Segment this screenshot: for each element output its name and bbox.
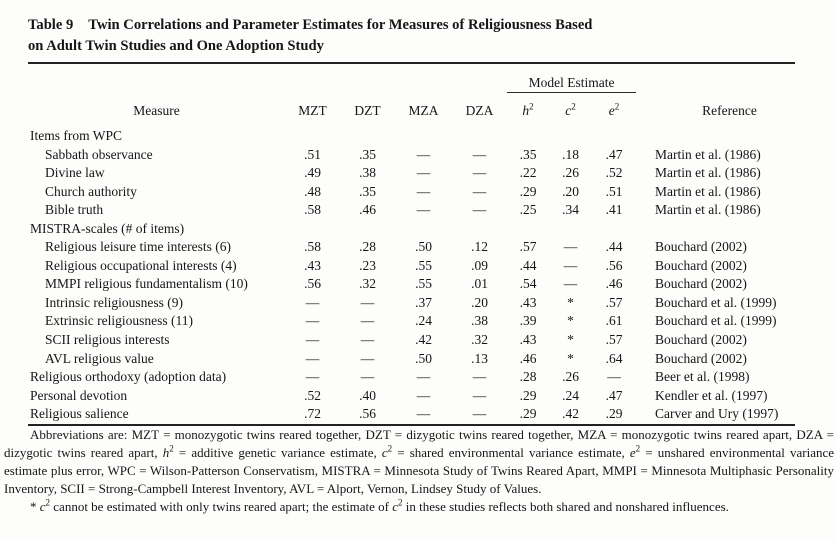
table-row — [28, 201, 795, 220]
measure-cell: Extrinsic religiousness (11) — [45, 313, 193, 329]
value-cell — [340, 126, 395, 146]
value-cell: .58 — [304, 202, 321, 218]
value-cell: .26 — [562, 369, 579, 385]
value-cell: .34 — [562, 202, 579, 218]
reference-cell: Carver and Ury (1997) — [655, 406, 779, 422]
footnote-text-segment: * — [30, 499, 40, 514]
value-cell: .28 — [519, 369, 537, 385]
reference-cell: Bouchard (2002) — [655, 350, 747, 366]
value-cell: — — [360, 369, 375, 385]
table-row — [28, 387, 795, 406]
value-cell: .22 — [519, 165, 537, 181]
value-cell: .35 — [359, 146, 376, 162]
value-cell: — — [305, 369, 320, 385]
value-cell: — — [305, 313, 320, 329]
value-cell: .55 — [415, 257, 432, 273]
value-cell: .55 — [415, 276, 432, 292]
value-cell: — — [472, 369, 487, 385]
reference-cell: Bouchard (2002) — [655, 257, 747, 273]
value-cell: .47 — [605, 146, 623, 162]
reference-cell: Martin et al. (1986) — [655, 146, 761, 162]
table-body — [28, 126, 795, 425]
value-cell: — — [563, 257, 578, 273]
footnote-text-segment: c — [39, 499, 46, 514]
value-cell: .44 — [605, 239, 623, 255]
value-cell: .41 — [605, 202, 623, 218]
column-header-h2 — [507, 93, 549, 126]
value-cell: .25 — [519, 202, 537, 218]
value-cell: .48 — [304, 183, 321, 199]
value-cell: — — [563, 276, 578, 292]
value-cell: .39 — [519, 313, 537, 329]
column-header-mza: MZA — [395, 93, 452, 126]
value-cell: — — [416, 406, 431, 422]
table-row — [28, 183, 795, 202]
footnote-text-segment: c — [392, 499, 399, 514]
reference-cell: Martin et al. (1986) — [655, 165, 761, 181]
value-cell: .40 — [359, 387, 376, 403]
measure-cell: Religious orthodoxy (adoption data) — [30, 369, 227, 385]
value-cell: .51 — [605, 183, 623, 199]
value-cell — [452, 220, 507, 239]
value-cell: .43 — [304, 257, 321, 273]
reference-cell: Martin et al. (1986) — [655, 202, 761, 218]
table-row — [28, 220, 795, 239]
value-cell: — — [305, 350, 320, 366]
value-cell: .23 — [359, 257, 376, 273]
value-cell: .52 — [605, 165, 623, 181]
value-cell: — — [472, 406, 487, 422]
reference-cell: Bouchard et al. (1999) — [655, 294, 777, 310]
reference-cell — [636, 126, 795, 146]
value-cell — [395, 126, 452, 146]
value-cell: .46 — [605, 276, 623, 292]
footnote-text-segment: = additive genetic variance estimate, — [173, 445, 382, 460]
column-header-e2 — [592, 93, 636, 126]
measure-cell: MMPI religious fundamentalism (10) — [45, 276, 248, 292]
value-cell: — — [563, 239, 578, 255]
value-cell — [549, 220, 592, 239]
footnote-text-segment: 2 — [387, 443, 393, 454]
value-cell: .20 — [471, 294, 488, 310]
value-cell: — — [472, 387, 487, 403]
footnote-text-segment: Abbreviations are: MZT = monozygotic twins reared together, DZT = dizygotic twins reared together, MZA = monozygotic twins reared apart, DZA = dizygotic twins reared apart, — [4, 427, 834, 460]
table-row — [28, 405, 795, 425]
value-cell — [592, 126, 636, 146]
table-row — [28, 257, 795, 276]
footnote-text-segment: cannot be estimated with only twins reared apart; the estimate of — [50, 499, 393, 514]
value-cell: .13 — [471, 350, 488, 366]
group-header-row — [28, 63, 795, 93]
value-cell: .56 — [605, 257, 623, 273]
table-row — [28, 331, 795, 350]
footnote-abbreviations — [4, 426, 834, 498]
value-cell: — — [416, 387, 431, 403]
value-cell: .29 — [519, 406, 537, 422]
value-cell: .24 — [562, 387, 579, 403]
value-cell: — — [472, 165, 487, 181]
value-cell: .42 — [415, 332, 432, 348]
reference-cell: Bouchard (2002) — [655, 276, 747, 292]
value-cell: — — [360, 294, 375, 310]
table-row — [28, 126, 795, 146]
reference-cell: Kendler et al. (1997) — [655, 387, 768, 403]
value-cell: .49 — [304, 165, 321, 181]
footnote-text-segment: = unshared environmental variance estimate plus error, WPC = Wilson-Patterson Conservatism, MISTRA = Minnesota Study of Twins Reared Apart, MMPI = Minnesota Multiphasic Personality Inventory, SCII = Strong-Campbell Interest Inventory, AVL = Alport, Vernon, Lindsey Study of Values. — [4, 445, 835, 496]
reference-cell: Beer et al. (1998) — [655, 369, 750, 385]
table-row — [28, 146, 795, 165]
h2-symbol: h — [522, 103, 530, 118]
value-cell: .54 — [519, 276, 537, 292]
measure-cell: Bible truth — [45, 202, 104, 218]
value-cell — [340, 220, 395, 239]
reference-cell: Bouchard (2002) — [655, 332, 747, 348]
value-cell: .46 — [359, 202, 376, 218]
footnote-text-segment: e — [629, 445, 636, 460]
value-cell: .38 — [359, 165, 376, 181]
value-cell: .20 — [562, 183, 579, 199]
model-estimate-header: Model Estimate — [507, 63, 636, 93]
value-cell: — — [472, 183, 487, 199]
value-cell: .32 — [471, 332, 488, 348]
value-cell: .50 — [415, 350, 432, 366]
value-cell — [507, 220, 549, 239]
value-cell: .12 — [471, 239, 488, 255]
value-cell: .47 — [605, 387, 623, 403]
value-cell: .29 — [519, 387, 537, 403]
measure-cell: Intrinsic religiousness (9) — [45, 294, 183, 310]
footnote-text-segment: = shared environmental variance estimate, — [392, 445, 630, 460]
value-cell: .58 — [304, 239, 321, 255]
data-table — [28, 62, 795, 426]
value-cell: * — [567, 313, 574, 329]
value-cell — [285, 220, 340, 239]
value-cell: .43 — [519, 294, 537, 310]
value-cell: — — [416, 369, 431, 385]
column-header-mzt: MZT — [285, 93, 340, 126]
spacer-cell — [636, 63, 795, 93]
value-cell: .46 — [519, 350, 537, 366]
table-row — [28, 368, 795, 387]
value-cell: — — [360, 332, 375, 348]
measure-cell: MISTRA-scales (# of items) — [30, 220, 185, 236]
reference-cell: Bouchard (2002) — [655, 239, 747, 255]
value-cell — [507, 126, 549, 146]
table-row — [28, 275, 795, 294]
table-row — [28, 294, 795, 313]
value-cell: .51 — [304, 146, 321, 162]
value-cell: .29 — [605, 406, 623, 422]
value-cell: — — [305, 332, 320, 348]
value-cell: .72 — [304, 406, 321, 422]
table-title-line2: on Adult Twin Studies and One Adoption Study — [28, 38, 324, 54]
table-row — [28, 164, 795, 183]
value-cell: .64 — [605, 350, 623, 366]
footnote-text-segment: h — [162, 445, 170, 460]
value-cell: .50 — [415, 239, 432, 255]
value-cell: .01 — [471, 276, 488, 292]
footnote-text-segment: 2 — [635, 443, 641, 454]
table-title — [28, 15, 668, 57]
value-cell: — — [305, 294, 320, 310]
value-cell: — — [607, 369, 621, 385]
table-number-label: Table 9 — [28, 17, 74, 33]
column-header-measure: Measure — [28, 93, 285, 126]
measure-cell: Religious leisure time interests (6) — [45, 239, 231, 255]
value-cell: * — [567, 350, 574, 366]
value-cell: .43 — [519, 332, 537, 348]
footnote-asterisk — [4, 498, 834, 516]
measure-cell: AVL religious value — [45, 350, 154, 366]
measure-cell: SCII religious interests — [45, 332, 170, 348]
value-cell: — — [472, 202, 487, 218]
measure-cell: Church authority — [45, 183, 137, 199]
value-cell: .09 — [471, 257, 488, 273]
value-cell: — — [416, 202, 431, 218]
value-cell: — — [416, 183, 431, 199]
column-header-c2 — [549, 93, 592, 126]
value-cell — [592, 220, 636, 239]
footnote-text-segment: 2 — [169, 443, 174, 454]
value-cell: .24 — [415, 313, 432, 329]
measure-cell: Personal devotion — [30, 387, 128, 403]
value-cell: .26 — [562, 165, 579, 181]
column-header-dza: DZA — [452, 93, 507, 126]
value-cell: .42 — [562, 406, 579, 422]
value-cell: .56 — [304, 276, 321, 292]
e2-exponent: 2 — [614, 101, 620, 112]
value-cell — [285, 126, 340, 146]
value-cell: — — [360, 313, 375, 329]
footnote-text-segment: c — [381, 445, 388, 460]
footnote-text-segment: 2 — [398, 497, 403, 508]
reference-cell: Martin et al. (1986) — [655, 183, 761, 199]
measure-cell: Sabbath observance — [45, 146, 153, 162]
value-cell: .18 — [562, 146, 579, 162]
measure-cell: Items from WPC — [30, 128, 122, 143]
value-cell: .35 — [519, 146, 537, 162]
c2-exponent: 2 — [571, 101, 576, 112]
value-cell: .35 — [359, 183, 376, 199]
column-header-reference: Reference — [636, 93, 795, 126]
value-cell — [395, 220, 452, 239]
value-cell: .44 — [519, 257, 537, 273]
table-row — [28, 312, 795, 331]
value-cell: — — [416, 146, 431, 162]
column-header-dzt: DZT — [340, 93, 395, 126]
reference-cell: Bouchard et al. (1999) — [655, 313, 777, 329]
column-header-row — [28, 93, 795, 126]
value-cell: .57 — [519, 239, 537, 255]
h2-exponent: 2 — [529, 101, 534, 112]
footnotes — [4, 426, 834, 516]
value-cell: .61 — [605, 313, 623, 329]
spacer-cell — [28, 63, 507, 93]
value-cell: — — [472, 146, 487, 162]
table-row — [28, 238, 795, 257]
measure-cell: Divine law — [45, 165, 105, 181]
value-cell: .29 — [519, 183, 537, 199]
e2-symbol: e — [608, 103, 615, 118]
c2-symbol: c — [565, 103, 572, 118]
reference-cell — [636, 220, 795, 239]
value-cell: .38 — [471, 313, 488, 329]
value-cell: .32 — [359, 276, 376, 292]
value-cell: .52 — [304, 387, 321, 403]
value-cell: .56 — [359, 406, 376, 422]
footnote-text-segment: 2 — [45, 497, 51, 508]
value-cell: .57 — [605, 294, 623, 310]
measure-cell: Religious occupational interests (4) — [45, 257, 237, 273]
value-cell: — — [416, 165, 431, 181]
measure-cell: Religious salience — [30, 406, 129, 422]
value-cell — [452, 126, 507, 146]
footnote-text-segment: in these studies reflects both shared and nonshared influences. — [402, 499, 729, 514]
value-cell: * — [567, 332, 574, 348]
value-cell: .28 — [359, 239, 376, 255]
value-cell: * — [567, 294, 574, 310]
value-cell: .57 — [605, 332, 623, 348]
value-cell: .37 — [415, 294, 432, 310]
value-cell — [549, 126, 592, 146]
table-row — [28, 350, 795, 369]
table-title-line1: Twin Correlations and Parameter Estimates for Measures of Religiousness Based — [88, 17, 593, 33]
value-cell: — — [360, 350, 375, 366]
